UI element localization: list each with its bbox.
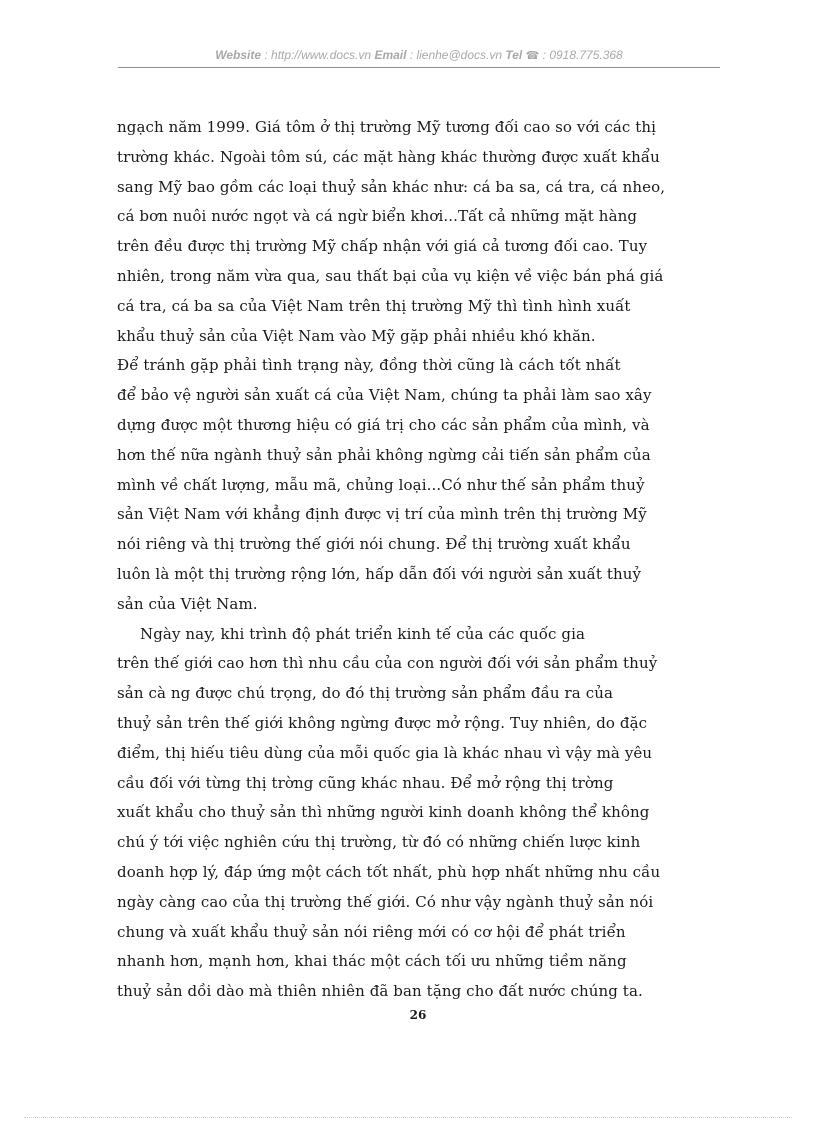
text-line: cầu đối với từng thị trờng cũng khác nhau. Để mở rộng thị trờng — [117, 773, 614, 792]
text-line: xuất khẩu cho thuỷ sản thì những người kinh doanh không thể không — [117, 803, 650, 822]
email-label: Email — [374, 48, 407, 62]
tel-label: Tel — [505, 48, 523, 62]
text-line: trên đều được thị trường Mỹ chấp nhận với giá cả tương đối cao. Tuy — [117, 237, 648, 256]
phone-icon: ☎ — [525, 50, 540, 62]
text-line: sang Mỹ bao gồm các loại thuỷ sản khác như: cá ba sa, cá tra, cá nheo, — [117, 177, 666, 196]
text-line: thuỷ sản dồi dào mà thiên nhiên đã ban tặng cho đất nước chúng ta. — [117, 982, 643, 1001]
text-line: sản cà ng được chú trọng, do đó thị trường sản phẩm đầu ra của — [117, 684, 613, 703]
website-label: Website — [215, 48, 262, 62]
email-address: : lienhe@docs.vn — [406, 48, 506, 62]
text-line: trên thế giới cao hơn thì nhu cầu của con người đối với sản phẩm thuỷ — [117, 654, 658, 673]
body-text — [117, 113, 717, 1007]
text-line: luôn là một thị trường rộng lớn, hấp dẫn đối với người sản xuất thuỷ — [117, 564, 642, 583]
text-line: cá bơn nuôi nước ngọt và cá ngừ biển khơi...Tất cả những mặt hàng — [117, 207, 638, 226]
text-line: cá tra, cá ba sa của Việt Nam trên thị trường Mỹ thì tình hình xuất — [117, 296, 631, 315]
text-line: hơn thế nữa ngành thuỷ sản phải không ngừng cải tiến sản phẩm của — [117, 445, 651, 464]
text-line: doanh hợp lý, đáp ứng một cách tốt nhất, phù hợp nhất những nhu cầu — [117, 862, 661, 881]
text-line: ngạch năm 1999. Giá tôm ở thị trường Mỹ tương đối cao so với các thị — [117, 118, 657, 136]
text-line: nói riêng và thị trường thế giới nói chung. Để thị trường xuất khẩu — [117, 535, 631, 554]
text-line: nhanh hơn, mạnh hơn, khai thác một cách tối ưu những tiềm năng — [117, 952, 627, 971]
page-header — [118, 48, 720, 62]
text-line: mình về chất lượng, mẫu mã, chủng loại...Có như thế sản phẩm thuỷ — [117, 475, 645, 494]
website-url: : http://www.docs.vn — [261, 48, 375, 62]
page-number: 26 — [409, 1008, 427, 1022]
header-divider — [118, 67, 720, 68]
text-line: điểm, thị hiếu tiêu dùng của mỗi quốc gia là khác nhau vì vậy mà yêu — [117, 743, 653, 762]
text-line: ngày càng cao của thị trường thế giới. Có như vậy ngành thuỷ sản nói — [117, 892, 654, 911]
text-line: chung và xuất khẩu thuỷ sản nói riêng mới có cơ hội để phát triển — [117, 922, 626, 941]
paragraph-first-line: Ngày nay, khi trình độ phát triển kinh tế của các quốc gia — [140, 624, 586, 643]
text-line: thuỷ sản trên thế giới không ngừng được mở rộng. Tuy nhiên, do đặc — [117, 713, 648, 732]
text-line: chú ý tới việc nghiên cứu thị trường, từ đó có những chiến lược kinh — [117, 833, 641, 852]
text-line: Để tránh gặp phải tình trạng này, đồng thời cũng là cách tốt nhất — [117, 356, 621, 375]
text-line: để bảo vệ người sản xuất cá của Việt Nam, chúng ta phải làm sao xây — [117, 386, 652, 405]
tel-number: : 0918.775.368 — [539, 48, 623, 62]
text-line: sản Việt Nam với khẳng định được vị trí của mình trên thị trường Mỹ — [117, 505, 647, 524]
text-line: trường khác. Ngoài tôm sú, các mặt hàng khác thường được xuất khẩu — [117, 147, 660, 166]
text-line: khẩu thuỷ sản của Việt Nam vào Mỹ gặp phải nhiều khó khăn. — [117, 326, 596, 345]
text-line: dựng được một thương hiệu có giá trị cho các sản phẩm của mình, và — [117, 415, 650, 434]
text-line: nhiên, trong năm vừa qua, sau thất bại của vụ kiện về việc bán phá giá — [117, 266, 664, 285]
footer-divider — [24, 1117, 792, 1118]
text-line: sản của Việt Nam. — [117, 594, 258, 613]
